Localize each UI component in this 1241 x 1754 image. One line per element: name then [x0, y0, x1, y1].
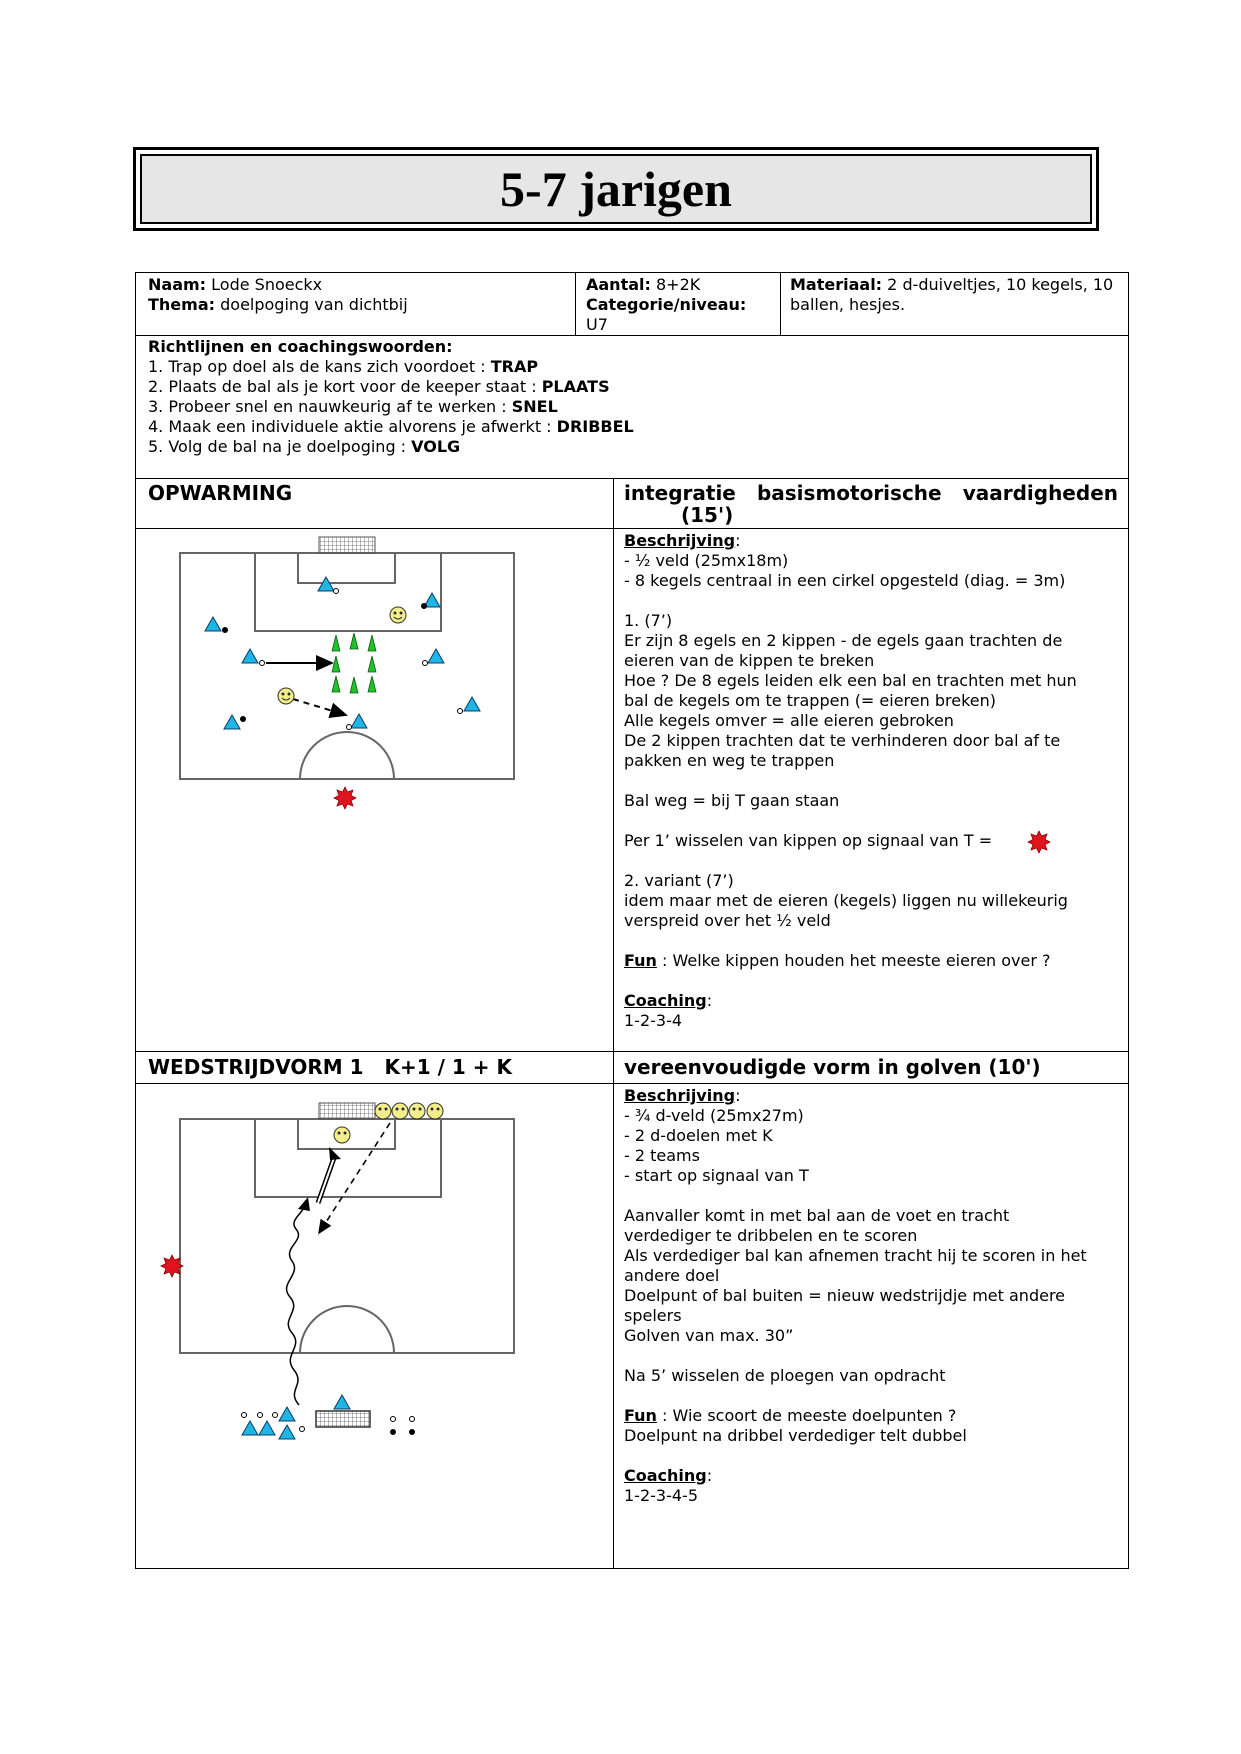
beschrijving-label: Beschrijving — [624, 531, 736, 550]
field-outline — [180, 553, 514, 779]
section1-left-title: OPWARMING — [148, 481, 293, 505]
info-aantal — [586, 275, 776, 335]
s2-line: Na 5’ wisselen de ploegen van opdracht — [624, 1366, 946, 1385]
penalty-box — [255, 553, 441, 631]
categorie-label: Categorie/niveau: — [586, 295, 747, 314]
coaching-label: Coaching — [624, 1466, 707, 1485]
guidelines-heading: Richtlijnen en coachingswoorden: — [148, 337, 453, 356]
s1-line: pakken en weg te trappen — [624, 751, 835, 770]
fun-text-2: Doelpunt na dribbel verdediger telt dubbel — [624, 1426, 967, 1445]
guideline-item: 4. Maak een individuele aktie alvorens je afwerkt : DRIBBEL — [148, 417, 634, 436]
guideline-item: 5. Volg de bal na je doelpoging : VOLG — [148, 437, 461, 456]
goal-box — [298, 553, 395, 583]
s1-line: Per 1’ wisselen van kippen op signaal van T = — [624, 831, 993, 850]
s2-line: Als verdediger bal kan afnemen tracht hij te scoren in het — [624, 1246, 1087, 1265]
goal-net-top — [319, 1103, 375, 1119]
players — [205, 577, 480, 729]
signal-star-icon — [1027, 830, 1051, 854]
session-table — [135, 272, 1129, 1569]
s1-line: Bal weg = bij T gaan staan — [624, 791, 840, 810]
cones — [332, 633, 376, 693]
fun-label: Fun — [624, 951, 657, 970]
info-naam-thema — [148, 275, 568, 315]
s2-line: - 2 teams — [624, 1146, 700, 1165]
s2-line: Aanvaller komt in met bal aan de voet en tracht — [624, 1206, 1010, 1225]
guideline-item: 3. Probeer snel en nauwkeurig af te werken : SNEL — [148, 397, 558, 416]
aantal-value: 8+2K — [656, 275, 701, 294]
s1-line: Hoe ? De 8 egels leiden elk een bal en trachten met hun — [624, 671, 1077, 690]
guidelines — [148, 337, 1108, 457]
section2-right-title: vereenvoudigde vorm in golven (10') — [624, 1055, 1041, 1079]
categorie-value: U7 — [586, 315, 608, 334]
thema-value: doelpoging van dichtbij — [220, 295, 408, 314]
coaching-label: Coaching — [624, 991, 707, 1010]
s1-line: verspreid over het ½ veld — [624, 911, 831, 930]
materiaal-label: Materiaal: — [790, 275, 883, 294]
fun-label: Fun — [624, 1406, 657, 1425]
guideline-item: 2. Plaats de bal als je kort voor de keeper staat : PLAATS — [148, 377, 610, 396]
trainer-star-icon — [161, 1255, 183, 1277]
s1-line: - 8 kegels centraal in een cirkel opgesteld (diag. = 3m) — [624, 571, 1066, 590]
s2-line: spelers — [624, 1306, 682, 1325]
materiaal-value: 2 d-duiveltjes, 10 kegels, 10 ballen, hesjes. — [790, 275, 1114, 314]
match-diagram — [136, 1085, 612, 1445]
goal-net — [319, 537, 375, 553]
section2-left-title: WEDSTRIJDVORM 1 K+1 / 1 + K — [148, 1055, 512, 1079]
naam-value: Lode Snoeckx — [211, 275, 323, 294]
s1-line: Er zijn 8 egels en 2 kippen - de egels gaan trachten de — [624, 631, 1063, 650]
naam-label: Naam: — [148, 275, 207, 294]
s2-line: - 2 d-doelen met K — [624, 1126, 773, 1145]
section1-duration: (15') — [681, 503, 734, 527]
warmup-diagram — [136, 529, 612, 829]
s2-line: - ¾ d-veld (25mx27m) — [624, 1106, 804, 1125]
s1-line: De 2 kippen trachten dat te verhinderen door bal af te — [624, 731, 1061, 750]
fun-text: : Welke kippen houden het meeste eieren over ? — [656, 951, 1051, 970]
center-circle — [300, 1306, 394, 1353]
s1-line: Alle kegels omver = alle eieren gebroken — [624, 711, 954, 730]
title-box — [140, 154, 1092, 224]
coaching-text: 1-2-3-4-5 — [624, 1486, 698, 1505]
s2-line: Doelpunt of bal buiten = nieuw wedstrijdje met andere — [624, 1286, 1066, 1305]
section1-right-title: integratie basismotorische vaardigheden — [624, 481, 1118, 505]
center-circle — [300, 732, 394, 779]
s1-line: 1. (7’) — [624, 611, 673, 630]
s2-line: andere doel — [624, 1266, 720, 1285]
s2-line: - start op signaal van T — [624, 1166, 809, 1185]
guideline-item: 1. Trap op doel als de kans zich voordoet : TRAP — [148, 357, 539, 376]
chicken-icons — [278, 607, 406, 704]
s1-line: 2. variant (7’) — [624, 871, 734, 890]
fun-text: : Wie scoort de meeste doelpunten ? — [656, 1406, 957, 1425]
s1-line: eieren van de kippen te breken — [624, 651, 875, 670]
balls — [223, 589, 463, 730]
s1-line: - ½ veld (25mx18m) — [624, 551, 789, 570]
dribble-path — [287, 1203, 305, 1405]
page-title: 5-7 jarigen — [500, 161, 732, 217]
trainer-star-icon — [334, 787, 356, 809]
aantal-label: Aantal: — [586, 275, 651, 294]
section2-description: Beschrijving: - ¾ d-veld (25mx27m) - 2 d-doelen met K - 2 teams - start op signaal van T Aanvaller komt in met bal aan de voet en tracht verdediger te dribbelen en te scoren Als verdediger bal kan afnemen tracht hij te scoren in het andere doel Doelpunt of bal buiten = nieuw wedstrijdje met andere spelers Golven van max. 30” Na 5’ wisselen de ploegen van opdracht Fun : Wie scoort de meeste doelpunten ? Doelpunt na dribbel verdediger telt dubbel Coaching: 1-2-3-4-5 — [624, 1086, 1114, 1506]
coaching-text: 1-2-3-4 — [624, 1011, 683, 1030]
beschrijving-label: Beschrijving — [624, 1086, 736, 1105]
goal-net-bottom — [316, 1411, 370, 1427]
s2-line: Golven van max. 30” — [624, 1326, 794, 1345]
thema-label: Thema: — [148, 295, 216, 314]
s2-line: verdediger te dribbelen en te scoren — [624, 1226, 918, 1245]
s1-line: bal de kegels om te trappen (= eieren breken) — [624, 691, 996, 710]
title-frame — [133, 147, 1099, 231]
s1-line: idem maar met de eieren (kegels) liggen nu willekeurig — [624, 891, 1068, 910]
section1-description: Beschrijving: - ½ veld (25mx18m) - 8 kegels centraal in een cirkel opgesteld (diag. = 3m) 1. (7’) Er zijn 8 egels en 2 kippen - de egels gaan trachten de eieren van de kippen te breken Hoe ? De 8 egels leiden elk een bal en trachten met hun bal de kegels om te trappen (= eieren breken) Alle kegels omver = alle eieren gebroken De 2 kippen trachten dat te verhinderen door bal af te pakken en weg te trappen Bal weg = bij T gaan staan Per 1’ wisselen van kippen op signaal van T = 2. variant (7’) idem maar met de eieren (kegels) liggen nu willekeurig verspreid over het ½ veld Fun : Welke kippen houden het meeste eieren over ? Coaching: 1-2-3-4 — [624, 531, 1114, 1031]
info-materiaal — [790, 275, 1120, 315]
field-outline — [180, 1119, 514, 1353]
